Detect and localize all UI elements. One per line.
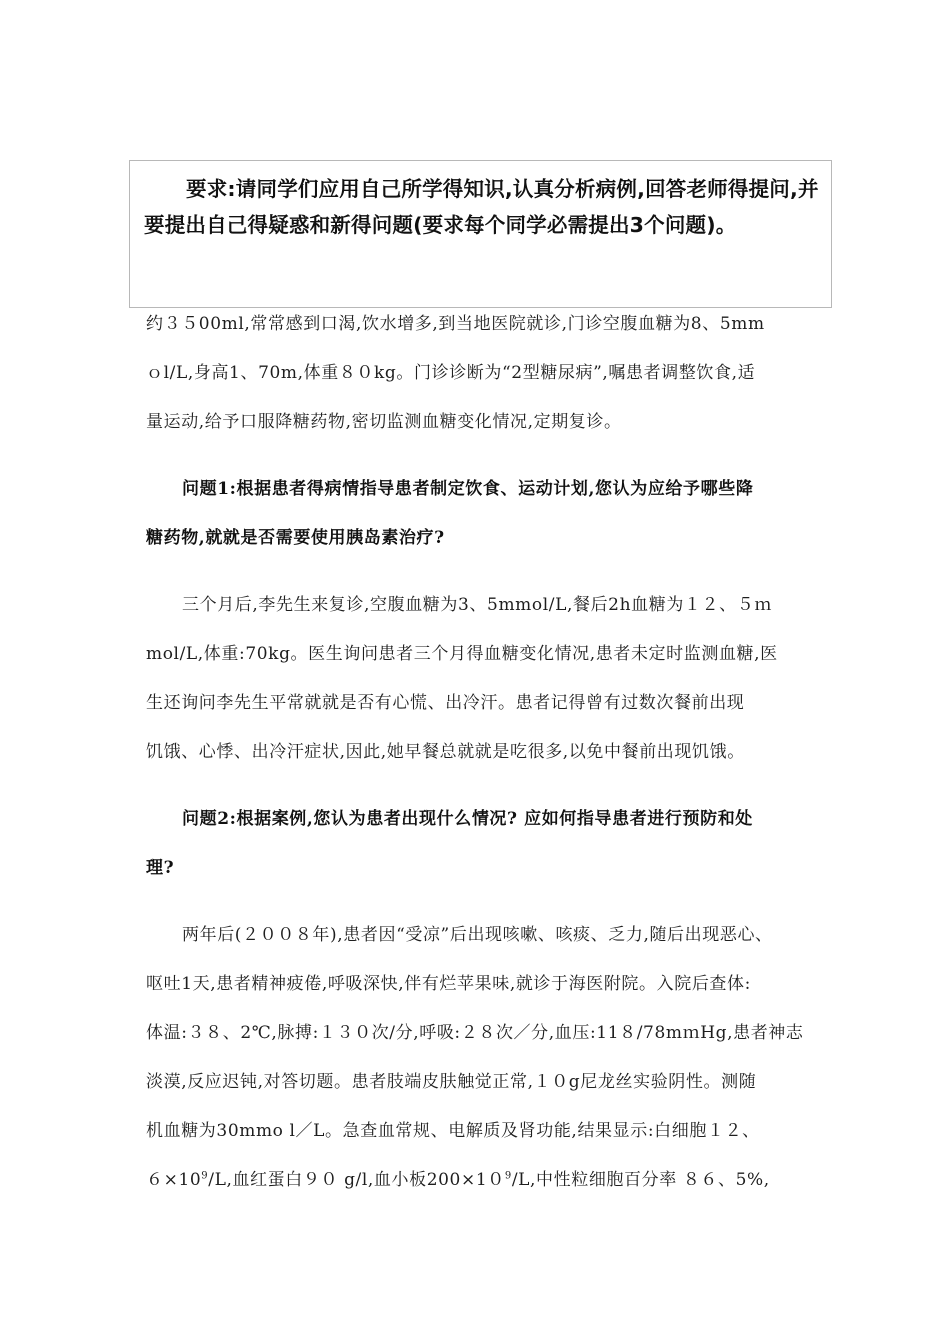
platelet-exponent: 9 <box>504 1170 512 1182</box>
wbc-exponent: 9 <box>201 1170 209 1182</box>
admission-line-6 <box>146 1168 770 1192</box>
admission-line-3: 体温:３８、2℃,脉搏:１３０次/分,呼吸:２８次／分,血压:11８/78mｍHg,患者神志 <box>146 1023 804 1043</box>
followup-line-2: mol/L,体重:70kg。医生询问患者三个月得血糖变化情况,患者未定时监测血糖,医 <box>146 644 778 664</box>
case-intro-line-2: ｏl/L,身高1、70m,体重８０kg。门诊诊断为“2型糖尿病”,嘱患者调整饮食,适 <box>146 363 756 383</box>
question-2-line-2: 理? <box>146 858 175 878</box>
requirement-box <box>129 160 832 308</box>
requirement-text: 要求:请同学们应用自己所学得知识,认真分析病例,回答老师得提问,并要提出自己得疑惑和新得问题(要求每个同学必需提出3个问题)。 <box>144 177 819 237</box>
question-1-line-2: 糖药物,就就是否需要使用胰岛素治疗? <box>146 528 445 548</box>
question-1-line-1: 问题1:根据患者得病情指导患者制定饮食、运动计划,您认为应给予哪些降 <box>182 479 754 499</box>
admission-line-1: 两年后(２００８年),患者因“受凉”后出现咳嗽、咳痰、乏力,随后出现恶心、 <box>182 925 773 945</box>
followup-line-1: 三个月后,李先生来复诊,空腹血糖为3、5mmol/L,餐后2h血糖为１２、５ｍ <box>182 595 772 615</box>
admission-line-2: 呕吐1天,患者精神疲倦,呼吸深快,伴有烂苹果味,就诊于海医附院。入院后查体: <box>146 974 751 994</box>
case-intro-line-3: 量运动,给予口服降糖药物,密切监测血糖变化情况,定期复诊。 <box>146 412 622 432</box>
wbc-value: ６×10 <box>146 1170 202 1190</box>
followup-line-4: 饥饿、心悸、出冷汗症状,因此,她早餐总就就是吃很多,以免中餐前出现饥饿。 <box>146 742 745 762</box>
followup-line-3: 生还询问李先生平常就就是否有心慌、出冷汗。患者记得曾有过数次餐前出现 <box>146 693 745 713</box>
neutrophil-text: /L,中性粒细胞百分率 ８６、5%, <box>511 1170 770 1190</box>
hemoglobin-platelet-text: /L,血红蛋白９０ g/l,血小板200×1０ <box>208 1170 505 1190</box>
admission-line-4: 淡漠,反应迟钝,对答切题。患者肢端皮肤触觉正常,１０g尼龙丝实验阴性。测随 <box>146 1072 757 1092</box>
case-intro-line-1: 约３５00ml,常常感到口渴,饮水增多,到当地医院就诊,门诊空腹血糖为8、5mm <box>146 314 765 334</box>
admission-line-5: 机血糖为30mmo l／L。急查血常规、电解质及肾功能,结果显示:白细胞１２、 <box>146 1121 760 1141</box>
question-2-line-1: 问题2:根据案例,您认为患者出现什么情况? 应如何指导患者进行预防和处 <box>182 809 753 829</box>
